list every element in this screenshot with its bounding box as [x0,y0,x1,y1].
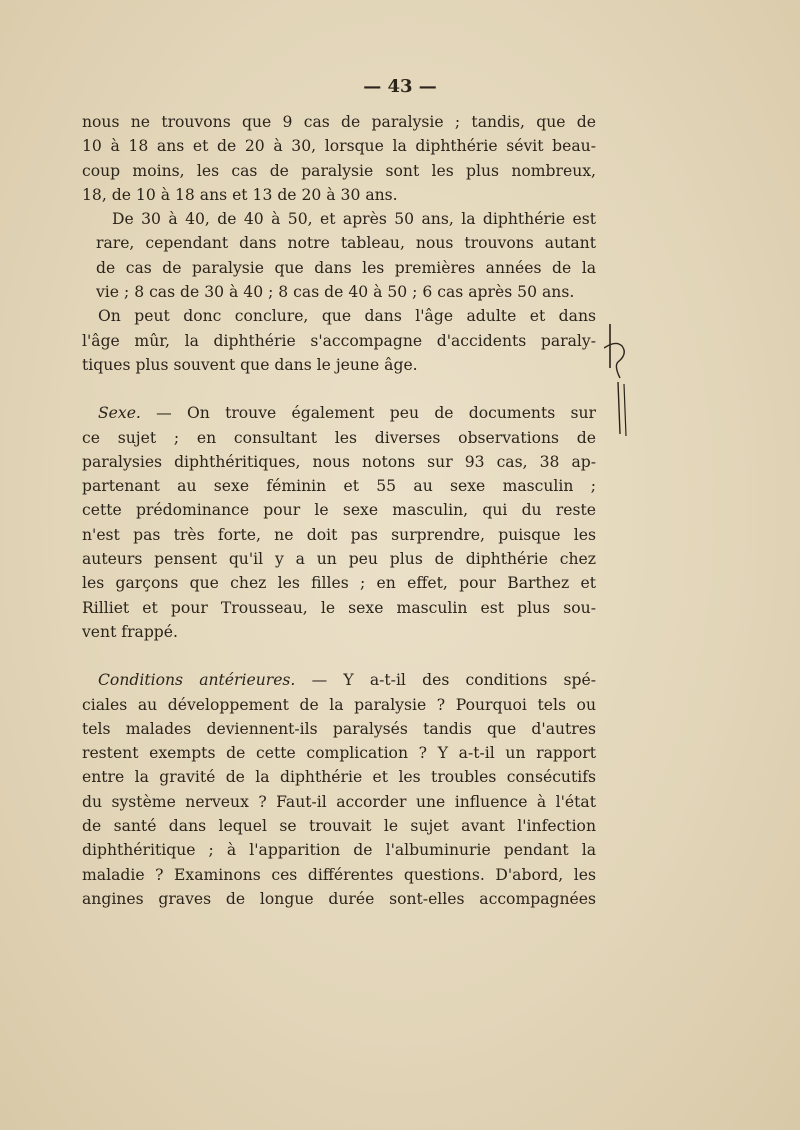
text-line: du système nerveux ? Faut-il accorder une influence à l'état [82,792,596,811]
text-line: ciales au développement de la paralysie ? Pourquoi tels ou [82,695,596,714]
paragraph-sexe [82,401,596,644]
text-line: n'est pas très forte, ne doit pas surprendre, puisque les [82,525,596,544]
paragraph-conclusion [82,304,596,377]
text-line-rest: — On trouve également peu de documents sur [140,404,596,423]
text-line: rare, cependant dans notre tableau, nous trouvons autant [96,234,596,253]
text-line: diphthéritique ; à l'apparition de l'albuminurie pendant la [82,841,596,860]
paragraph-older-ages [82,207,596,304]
text-line: coup moins, les cas de paralysie sont les plus nombreux, [82,161,596,180]
text-line: vie ; 8 cas de 30 à 40 ; 8 cas de 40 à 50 ; 6 cas après 50 ans. [96,283,575,302]
text-line-rest: — Y a-t-il des conditions spé- [295,671,596,690]
text-line: tels malades deviennent-ils paralysés tandis que d'autres [82,719,596,738]
text-line: de santé dans lequel se trouvait le sujet avant l'infection [82,817,596,836]
text-line: ce sujet ; en consultant les diverses observations de [82,428,596,447]
body-text [82,110,596,911]
text-line: 18, de 10 à 18 ans et 13 de 20 à 30 ans. [82,185,398,204]
text-line: l'âge mûr, la diphthérie s'accompagne d'accidents paraly- [82,331,596,350]
text-line: nous ne trouvons que 9 cas de paralysie ; tandis, que de [82,113,596,131]
text-line: auteurs pensent qu'il y a un peu plus de diphthérie chez [82,550,596,569]
paragraph-age-paralysis [82,110,596,207]
text-line: entre la gravité de la diphthérie et les troubles consécutifs [82,768,596,787]
text-line: On peut donc conclure, que dans l'âge adulte et dans [98,307,596,326]
text-line: vent frappé. [82,622,178,641]
text-line: de cas de paralysie que dans les premières années de la [96,258,596,277]
page-number: — 43 — [363,76,437,97]
text-line: 10 à 18 ans et de 20 à 30, lorsque la diphthérie sévit beau- [82,137,596,156]
section-lead-sexe: Sexe. [98,404,141,423]
text-line: maladie ? Examinons ces différentes questions. D'abord, les [82,865,596,884]
text-line: restent exempts de cette complication ? Y a-t-il un rapport [82,744,596,763]
handwritten-margin-mark [604,318,634,438]
text-line: Rilliet et pour Trousseau, le sexe masculin est plus sou- [82,598,596,617]
text-line: partenant au sexe féminin et 55 au sexe masculin ; [82,477,596,496]
text-line: paralysies diphthéritiques, nous notons sur 93 cas, 38 ap- [82,452,596,471]
text-line [82,401,596,425]
text-line: angines graves de longue durée sont-elles accompagnées [82,889,596,908]
section-lead-conditions: Conditions antérieures. [98,671,296,690]
paragraph-conditions [82,668,596,911]
text-line [82,668,596,692]
text-line: les garçons que chez les filles ; en effet, pour Barthez et [82,574,596,593]
text-line: tiques plus souvent que dans le jeune âge. [82,355,418,374]
text-line: De 30 à 40, de 40 à 50, et après 50 ans, la diphthérie est [112,210,596,229]
text-line: cette prédominance pour le sexe masculin, qui du reste [82,501,596,520]
